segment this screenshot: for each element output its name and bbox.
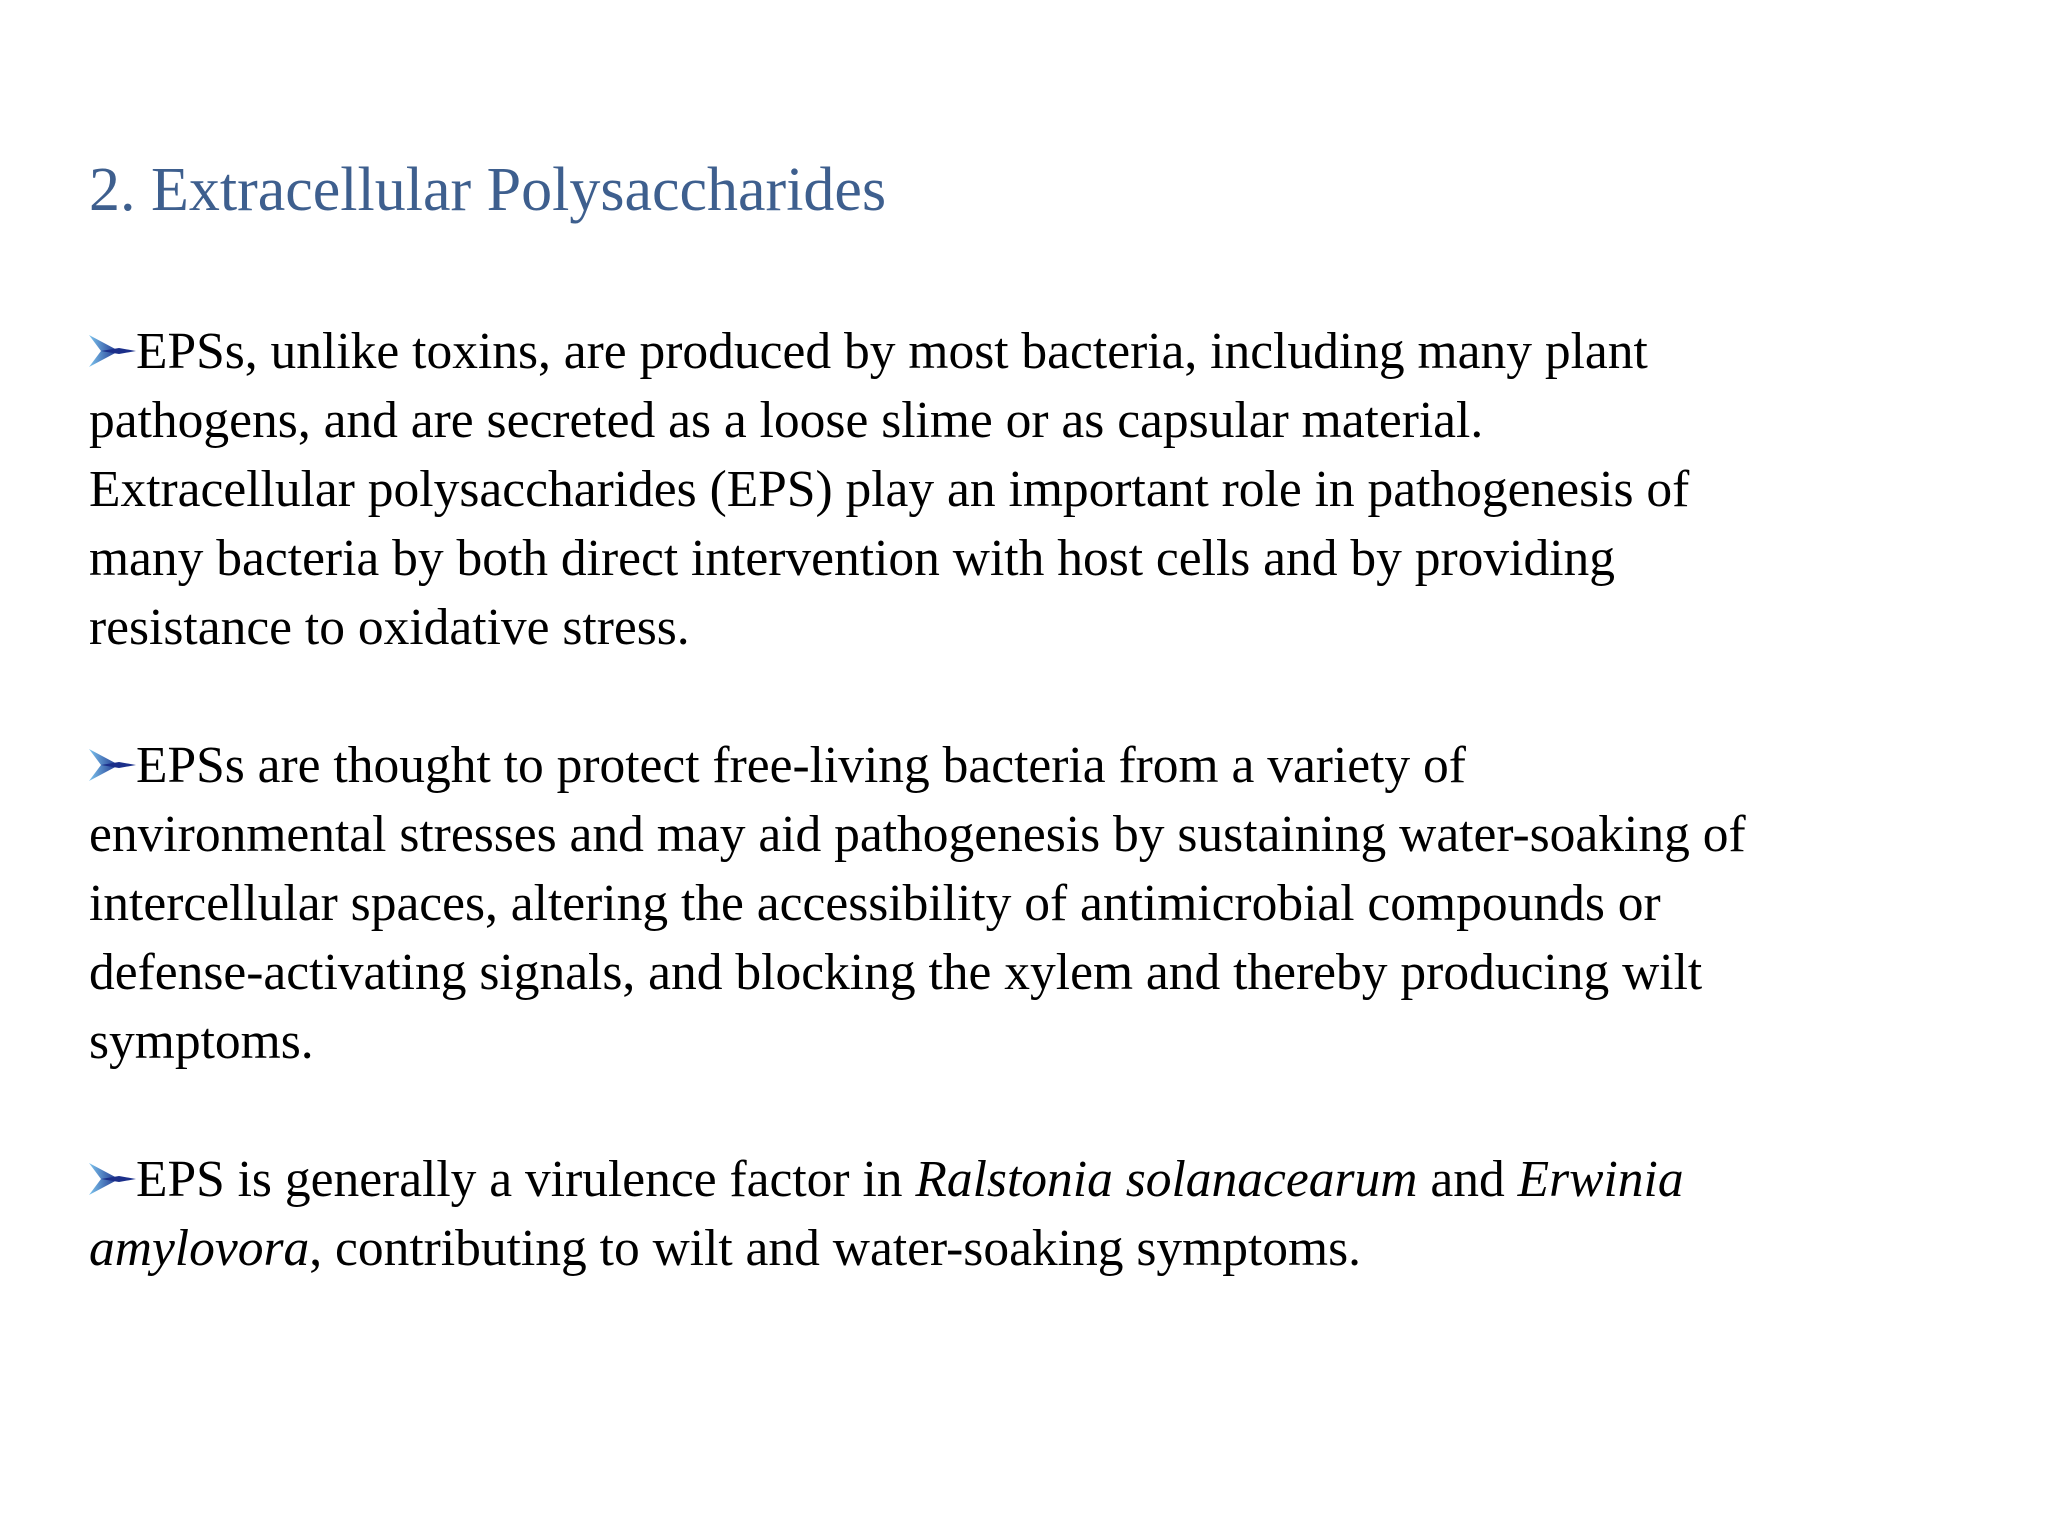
genus-name-erwinia: Erwinia [1517, 1151, 1684, 1208]
species-name-ralstonia: Ralstonia solanacearum [915, 1151, 1418, 1208]
paragraph-1-line-2: pathogens, and are secreted as a loose slime or as capsular material. [89, 392, 1484, 449]
paragraph-1-line-1: EPSs, unlike toxins, are produced by most bacteria, including many plant [89, 317, 1989, 386]
paragraph-2-line-3: intercellular spaces, altering the accessibility of antimicrobial compounds or [89, 875, 1661, 932]
arrow-bullet-icon [89, 745, 136, 785]
paragraph-1-line-4: many bacteria by both direct intervention with host cells and by providing [89, 530, 1616, 587]
paragraph-3-line-1: EPS is generally a virulence factor in Ralstonia solanacearum and Erwinia [89, 1145, 1989, 1214]
paragraph-2-line-4: defense-activating signals, and blocking the xylem and thereby producing wilt [89, 944, 1703, 1001]
species-name-amylovora: amylovora [89, 1220, 310, 1277]
arrow-bullet-icon [89, 1159, 136, 1199]
paragraph-2-line-2: environmental stresses and may aid pathogenesis by sustaining water-soaking of [89, 806, 1746, 863]
paragraph-3 [89, 1145, 1989, 1283]
paragraph-2-line-5: symptoms. [89, 1013, 314, 1070]
arrow-bullet-icon [89, 331, 136, 371]
paragraph-3-line-2: amylovora, contributing to wilt and water-soaking symptoms. [89, 1220, 1361, 1277]
paragraph-1-line-3: Extracellular polysaccharides (EPS) play an important role in pathogenesis of [89, 461, 1690, 518]
slide-title: 2. Extracellular Polysaccharides [89, 156, 887, 224]
paragraph-2 [89, 731, 1989, 1076]
paragraph-1-line-5: resistance to oxidative stress. [89, 599, 690, 656]
paragraph-1 [89, 317, 1989, 662]
slide-body [89, 317, 1989, 1352]
paragraph-2-line-1: EPSs are thought to protect free-living bacteria from a variety of [89, 731, 1989, 800]
